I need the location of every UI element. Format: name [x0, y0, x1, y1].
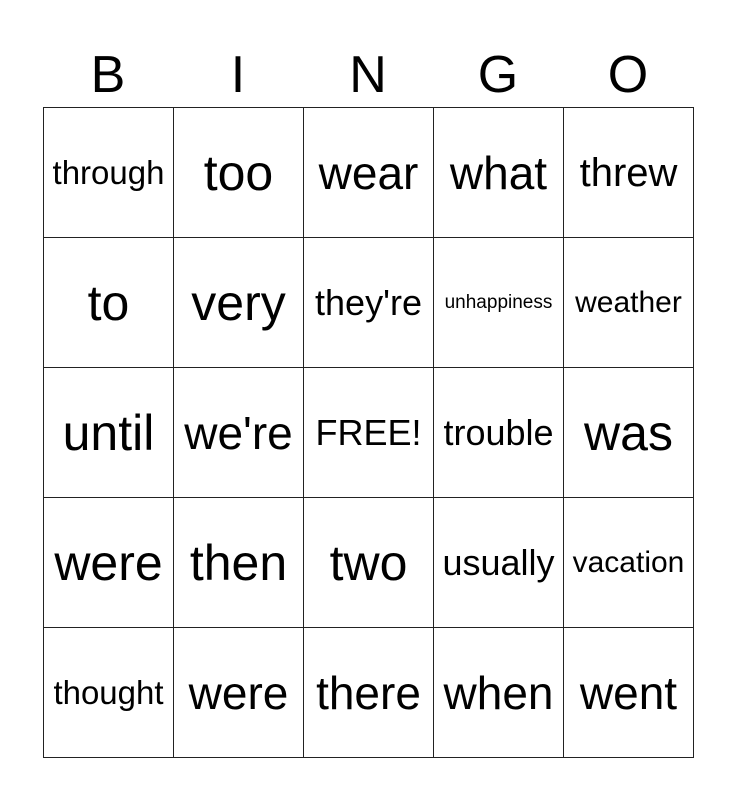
bingo-cell: threw — [564, 108, 694, 238]
bingo-cell: two — [304, 498, 434, 628]
bingo-cell: were — [174, 628, 304, 758]
bingo-cell: what — [434, 108, 564, 238]
bingo-cell: went — [564, 628, 694, 758]
bingo-cell: thought — [44, 628, 174, 758]
bingo-cell: weather — [564, 238, 694, 368]
bingo-cell: when — [434, 628, 564, 758]
bingo-cell: too — [174, 108, 304, 238]
bingo-cell: were — [44, 498, 174, 628]
bingo-header — [43, 44, 693, 106]
header-letter-g: G — [477, 46, 519, 104]
bingo-cell: through — [44, 108, 174, 238]
bingo-cell: vacation — [564, 498, 694, 628]
bingo-cell: unhappiness — [434, 238, 564, 368]
bingo-cell: usually — [434, 498, 564, 628]
header-letter-b: B — [90, 46, 126, 104]
bingo-cell: we're — [174, 368, 304, 498]
bingo-cell: was — [564, 368, 694, 498]
bingo-cell: then — [174, 498, 304, 628]
bingo-cell: trouble — [434, 368, 564, 498]
free-space-cell: FREE! — [304, 368, 434, 498]
bingo-cell: until — [44, 368, 174, 498]
bingo-cell: there — [304, 628, 434, 758]
header-letter-o: O — [607, 46, 649, 104]
header-letter-n: N — [349, 46, 387, 104]
header-letter-i: I — [230, 46, 246, 104]
bingo-cell: wear — [304, 108, 434, 238]
bingo-board — [43, 107, 694, 758]
bingo-cell: they're — [304, 238, 434, 368]
bingo-cell: very — [174, 238, 304, 368]
bingo-cell: to — [44, 238, 174, 368]
